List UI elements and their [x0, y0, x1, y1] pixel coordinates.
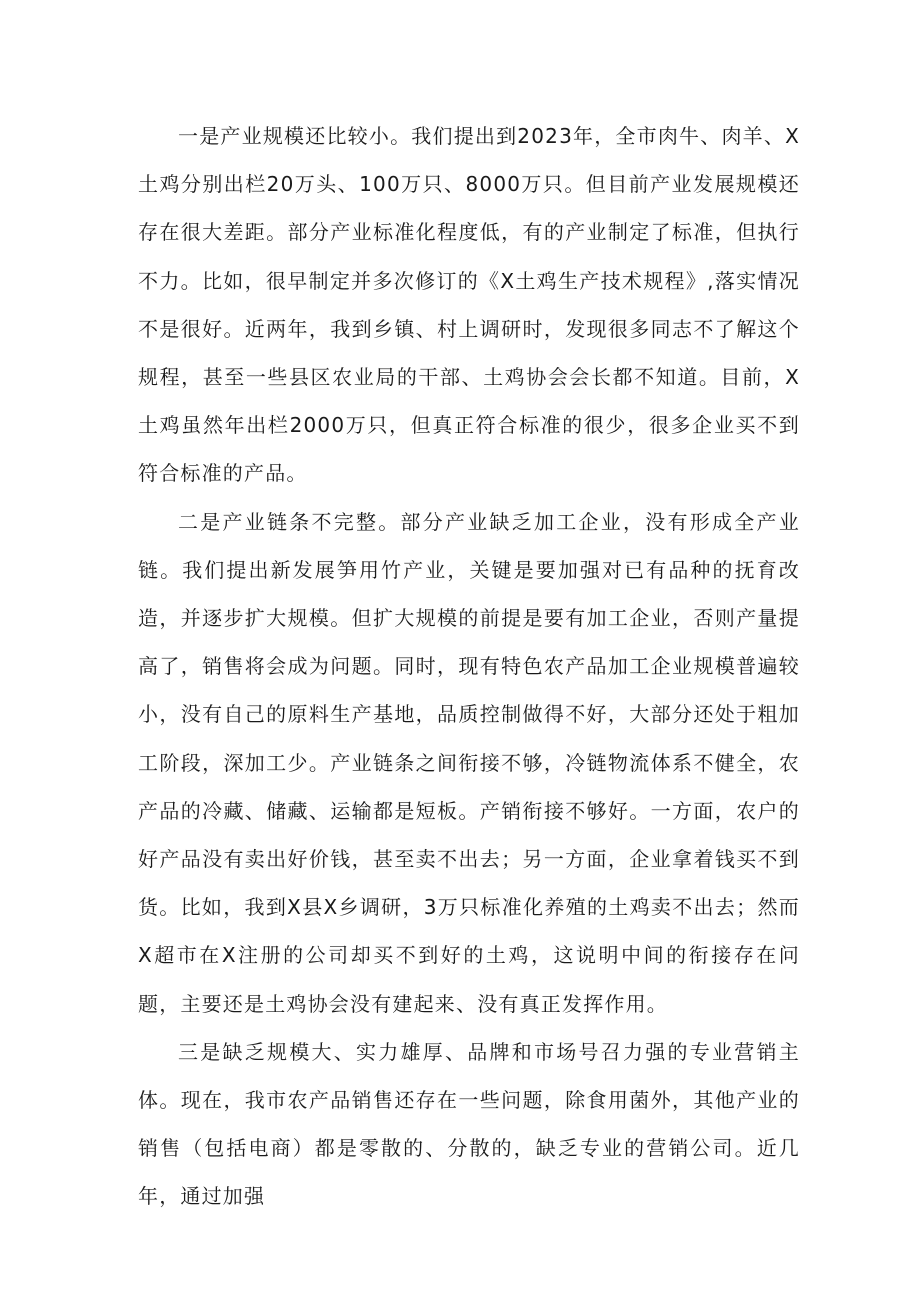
paragraph-marketing-entities: 三是缺乏规模大、实力雄厚、品牌和市场号召力强的专业营销主体。现在，我市农产品销售还存在一些问题，除食用菌外，其他产业的销售（包括电商）都是零散的、分散的，缺乏专业的营销公司。近几年，通过加强	[138, 1039, 800, 1209]
document-page	[138, 112, 800, 1221]
paragraph-industry-scale: 一是产业规模还比较小。我们提出到2023年，全市肉牛、肉羊、X土鸡分别出栏20万头、100万只、8000万只。但目前产业发展规模还存在很大差距。部分产业标准化程度低，有的产业制定了标准，但执行不力。比如，很早制定并多次修订的《X土鸡生产技术规程》,落实情况不是很好。近两年，我到乡镇、村上调研时，发现很多同志不了解这个规程，甚至一些县区农业局的干部、土鸡协会会长都不知道。目前，X土鸡虽然年出栏2000万只，但真正符合标准的很少，很多企业买不到符合标准的产品。	[138, 124, 800, 486]
paragraph-industry-chain: 二是产业链条不完整。部分产业缺乏加工企业，没有形成全产业链。我们提出新发展笋用竹产业，关键是要加强对已有品种的抚育改造，并逐步扩大规模。但扩大规模的前提是要有加工企业，否则产量提高了，销售将会成为问题。同时，现有特色农产品加工企业规模普遍较小，没有自己的原料生产基地，品质控制做得不好，大部分还处于粗加工阶段，深加工少。产业链条之间衔接不够，冷链物流体系不健全，农产品的冷藏、储藏、运输都是短板。产销衔接不够好。一方面，农户的好产品没有卖出好价钱，甚至卖不出去；另一方面，企业拿着钱买不到货。比如，我到X县X乡调研，3万只标准化养殖的土鸡卖不出去；然而X超市在X注册的公司却买不到好的土鸡，这说明中间的衔接存在问题，主要还是土鸡协会没有建起来、没有真正发挥作用。	[138, 509, 800, 1016]
